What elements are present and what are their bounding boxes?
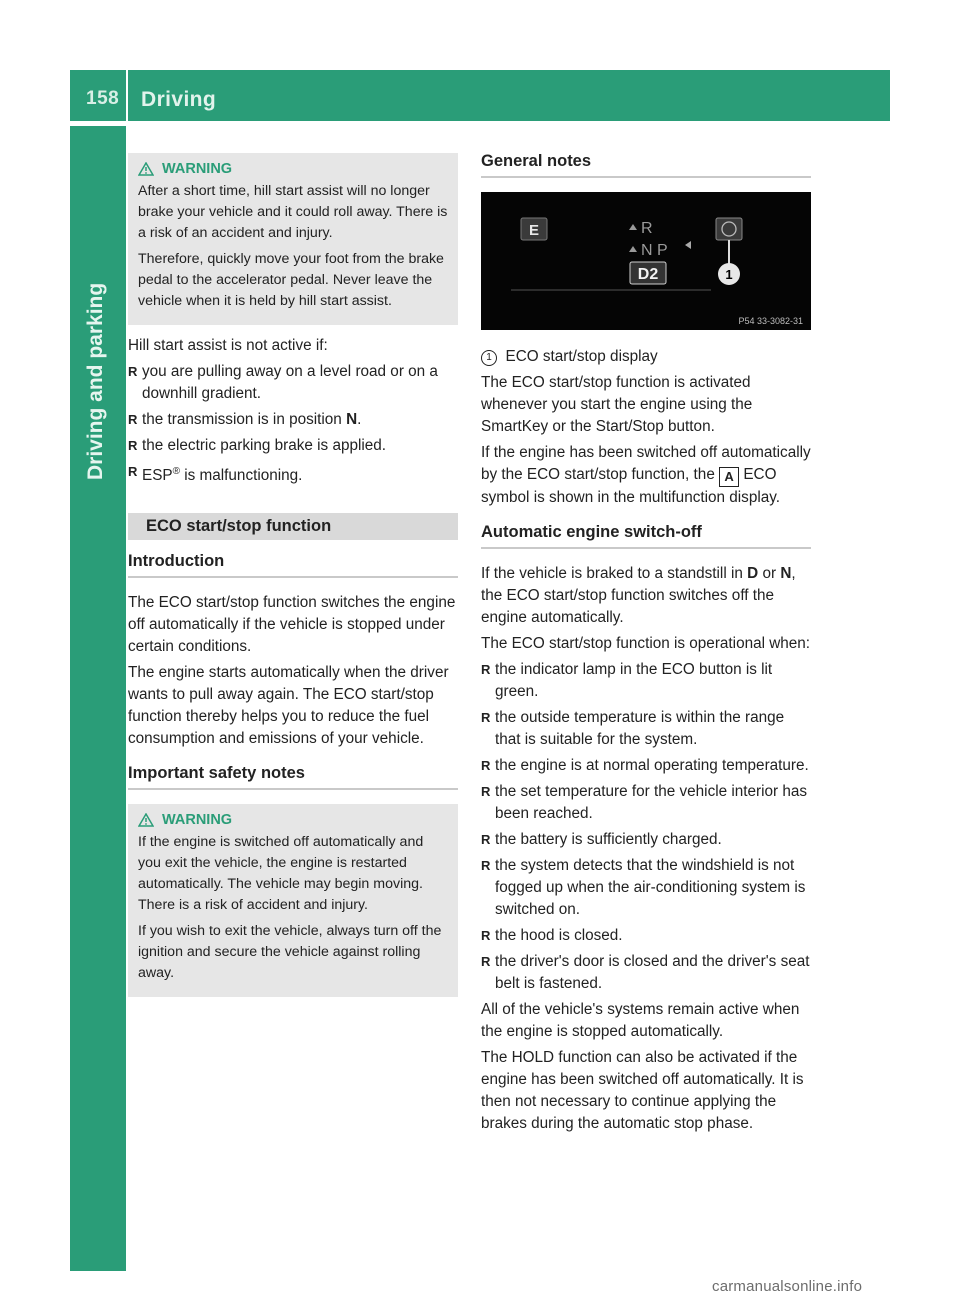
list-item: R the system detects that the windshield is not fogged up when the air-conditioning system is switched on. [481, 855, 811, 921]
list-item: R the electric parking brake is applied. [128, 435, 458, 457]
paragraph: The HOLD function can also be activated if the engine has been switched off automatically. It is then not necessary to continue applying the brakes during the automatic stop phase. [481, 1049, 804, 1132]
paragraph: The ECO start/stop function is activated whenever you start the engine using the SmartKey or the Start/Stop button. [481, 374, 753, 435]
hill-intro: Hill start assist is not active if: [128, 337, 328, 354]
callout-marker: 1 [481, 350, 497, 366]
list-item: R the hood is closed. [481, 925, 811, 947]
heading-safety-notes: Important safety notes [128, 762, 458, 790]
eco-display-graphic [481, 192, 811, 330]
figure-code: P54 33-3082-31 [738, 316, 803, 326]
intro-paragraph: The ECO start/stop function switches the engine off automatically if the vehicle is stopped under certain conditions. [128, 594, 456, 656]
warning-heading [138, 808, 448, 832]
position-n: N [780, 565, 792, 582]
sidebar-label-wrap [84, 250, 114, 480]
left-column [128, 153, 458, 1007]
warning-heading [138, 157, 448, 181]
warning-text: If the engine is switched off automatically and you exit the vehicle, the engine is restarted automatically. The vehicle may begin moving. There is a risk of accident and injury. [138, 834, 424, 914]
position-d: D [747, 565, 759, 582]
right-column [481, 150, 811, 1139]
warning-box-hill-start [128, 153, 458, 325]
warning-triangle-icon [138, 162, 154, 176]
list-item: R the battery is sufficiently charged. [481, 829, 811, 851]
esp-label: ESP [142, 467, 173, 485]
display-gear: D2 [637, 266, 659, 283]
sidebar-label: Driving and parking [84, 282, 107, 480]
heading-general-notes: General notes [481, 150, 811, 178]
paragraph-text: If the vehicle is braked to a standstill in [481, 565, 748, 582]
page-title: Driving [141, 88, 217, 111]
eco-symbol-icon: A [719, 467, 739, 487]
warning-text: After a short time, hill start assist will no longer brake your vehicle and it could roll away. There is a risk of an accident and injury. [138, 183, 448, 241]
intro-paragraph: The engine starts automatically when the driver wants to pull away again. The ECO start/stop function thereby helps you to reduce the fuel consumption and emissions of your vehicle. [128, 664, 449, 748]
conditions-list [481, 659, 811, 995]
display-r: R [641, 220, 653, 237]
list-item: R the outside temperature is within the range that is suitable for the system. [481, 707, 811, 751]
warning-label: WARNING [162, 812, 233, 829]
list-item: R the driver's door is closed and the driver's seat belt is fastened. [481, 951, 811, 995]
paragraph-text: If the engine has been switched off automatically by the ECO start/stop function, the [481, 444, 811, 483]
warning-label: WARNING [162, 161, 233, 177]
list-item [128, 461, 458, 487]
header-divider [126, 70, 128, 121]
list-item-text: is malfunctioning. [179, 467, 303, 485]
eco-display-image [481, 192, 811, 330]
list-item: R the set temperature for the vehicle interior has been reached. [481, 781, 811, 825]
figure-caption [481, 346, 811, 368]
list-item: R the engine is at normal operating temperature. [481, 755, 811, 777]
paragraph-standstill [481, 563, 811, 629]
heading-introduction: Introduction [128, 550, 458, 578]
list-item [128, 409, 458, 431]
paragraph-text: or [758, 565, 781, 582]
paragraph-text: , the ECO start/stop function switches off the engine automatically. [481, 565, 796, 626]
warning-box-exit [128, 804, 458, 997]
warning-triangle-icon [138, 813, 154, 827]
position-n: N [346, 411, 358, 428]
display-e: E [528, 222, 540, 239]
paragraph: The ECO start/stop function is operational when: [481, 635, 811, 652]
watermark: carmanualsonline.info [712, 1278, 863, 1295]
hill-bullet-list [128, 361, 458, 487]
heading-auto-switch-off: Automatic engine switch-off [481, 521, 811, 549]
registered-mark: ® [172, 466, 180, 477]
display-callout: 1 [725, 267, 733, 282]
section-title-eco: ECO start/stop function [128, 513, 458, 540]
list-item: R you are pulling away on a level road or on a downhill gradient. [128, 361, 458, 405]
warning-text: If you wish to exit the vehicle, always turn off the ignition and secure the vehicle against rolling away. [138, 923, 442, 982]
list-item: R the indicator lamp in the ECO button is lit green. [481, 659, 811, 703]
list-item-text: the transmission is in position [142, 411, 342, 428]
paragraph: All of the vehicle's systems remain active when the engine is stopped automatically. [481, 1001, 800, 1040]
caption-text: ECO start/stop display [505, 348, 658, 365]
paragraph-text: ECO symbol is shown in the multifunction display. [481, 466, 780, 506]
display-np: N P [641, 242, 668, 259]
warning-text: Therefore, quickly move your foot from the brake pedal to the accelerator pedal. Never leave the vehicle when it is held by hill start assist. [138, 251, 444, 309]
page-number: 158 [86, 88, 120, 109]
paragraph-eco-symbol [481, 442, 811, 509]
list-item-end: . [357, 411, 362, 428]
